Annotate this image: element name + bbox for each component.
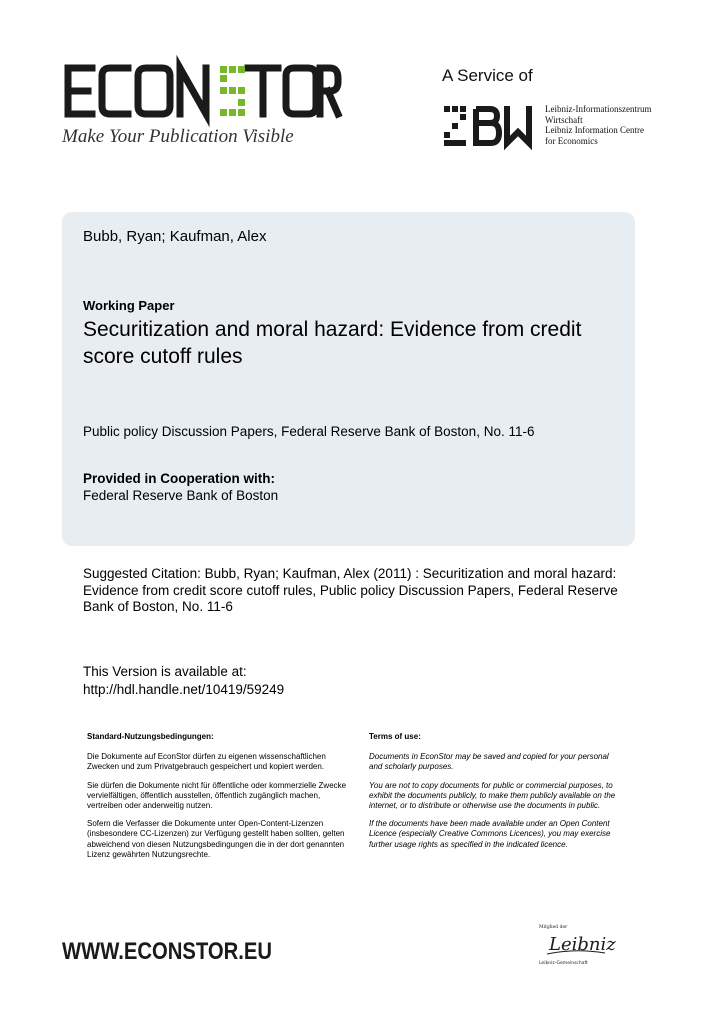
leibniz-association-label: Leibniz-Gemeinschaft (539, 961, 588, 966)
zbw-line: Leibniz Information Centre (545, 125, 644, 135)
terms-english (369, 732, 619, 858)
service-label: A Service of (442, 66, 533, 85)
terms-german-heading: Standard-Nutzungsbedingungen: (87, 732, 214, 741)
terms-german-paragraph: Sofern die Verfasser die Dokumente unter Open-Content-Lizenzen (insbesondere CC-Lizenzen) zur Verfügung gestellt haben sollten, gelten abweichend von diesen Nutzungsbedingungen die in der dort genannten Lizenz gewährten Nutzungsrechte. (87, 819, 345, 859)
terms-german-paragraph: Sie dürfen die Dokumente nicht für öffentliche oder kommerzielle Zwecke vervielfältigen, öffentlich ausstellen, öffentlich zugänglich machen, vertreiben oder anderweitig nutzen. (87, 780, 347, 811)
terms-german-paragraph: Die Dokumente auf EconStor dürfen zu eigenen wissenschaftlichen Zwecken und zum Privatgebrauch gespeichert und kopiert werden. (87, 752, 326, 772)
version-label: This Version is available at: (83, 664, 247, 679)
authors: Bubb, Ryan; Kaufman, Alex (83, 228, 267, 245)
econstor-logo[interactable] (62, 62, 344, 120)
cooperation-institution: Federal Reserve Bank of Boston (83, 488, 279, 503)
econstor-website-link[interactable] (62, 937, 274, 963)
terms-english-paragraph: If the documents have been made available under an Open Content Licence (especially Creative Commons Licences), you may exercise further usage rights as specified in the indicated licence. (369, 819, 611, 849)
terms-german (87, 732, 355, 868)
suggested-citation: Suggested Citation: Bubb, Ryan; Kaufman, Alex (2011) : Securitization and moral hazard: Evidence from credit score cutoff rules, Public policy Discussion Papers, Federal Reserve Bank of Boston, No. 11-6 (83, 566, 618, 614)
zbw-line: Wirtschaft (545, 114, 583, 125)
zbw-logo[interactable] (444, 106, 536, 146)
leibniz-member-label: Mitglied der (539, 925, 568, 930)
document-type: Working Paper (83, 298, 175, 313)
footer-url-text: WWW.ECONSTOR.EU (62, 938, 272, 965)
terms-english-paragraph: Documents in EconStor may be saved and copied for your personal and scholarly purposes. (369, 752, 609, 772)
leibniz-script: Leibniz (549, 934, 616, 955)
series-info: Public policy Discussion Papers, Federal Reserve Bank of Boston, No. 11-6 (83, 424, 535, 439)
zbw-description (545, 104, 651, 146)
zbw-line: Leibniz-Informationszentrum (545, 104, 652, 114)
handle-link[interactable]: http://hdl.handle.net/10419/59249 (83, 682, 285, 697)
leibniz-association-logo (535, 920, 615, 974)
tagline: Make Your Publication Visible (62, 126, 294, 147)
zbw-line: for Economics (545, 135, 598, 146)
paper-title: Securitization and moral hazard: Evidence from credit score cutoff rules (83, 318, 582, 368)
terms-english-heading: Terms of use: (369, 732, 421, 741)
cooperation-label: Provided in Cooperation with: (83, 471, 275, 486)
terms-english-paragraph: You are not to copy documents for public or commercial purposes, to exhibit the documents publicly, to make them publicly available on the internet, or to distribute or otherwise use the documents in public. (369, 780, 616, 811)
